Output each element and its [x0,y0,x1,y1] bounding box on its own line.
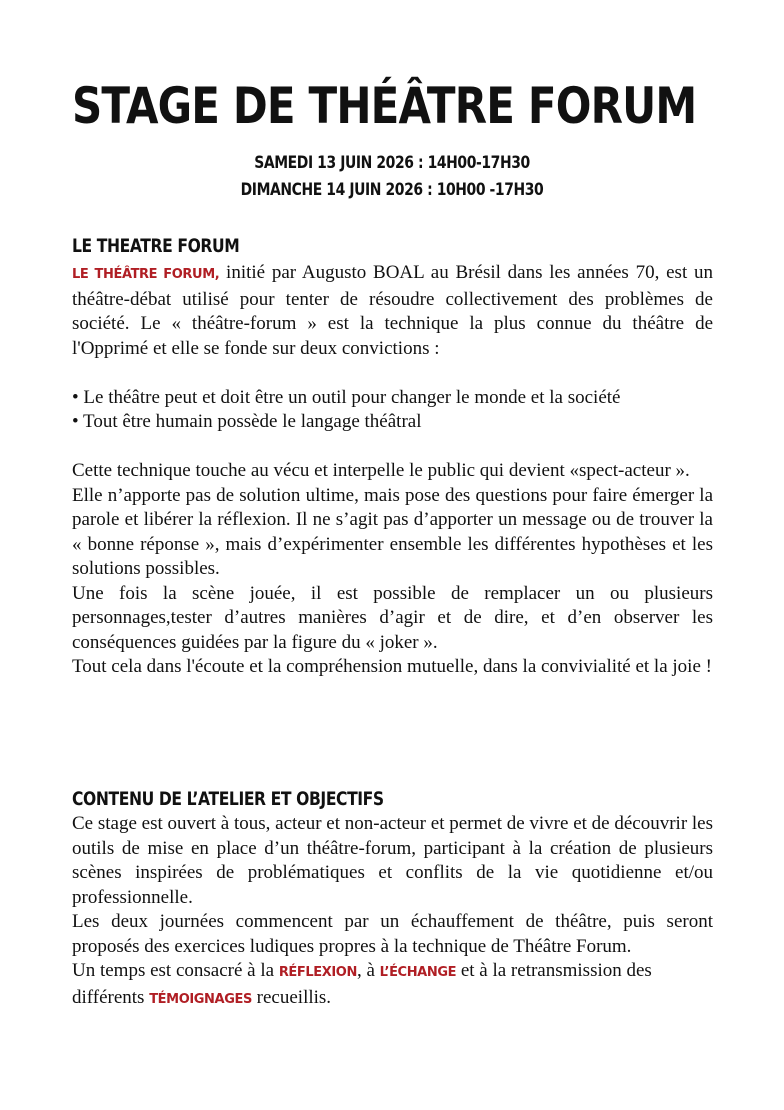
text-fragment: Un temps est consacré à la [72,960,279,981]
page-title: STAGE DE THÉÂTRE FORUM [72,77,697,135]
date-sunday: DIMANCHE 14 JUIN 2026 : 10H00 -17H30 [240,180,544,200]
section-body-contenu [72,812,713,1012]
paragraph-solution: Elle n’apporte pas de solution ultime, mais pose des questions pour faire émerger la parole et libérer la réflexion. Il ne s’agit pas d’apporter un message ou de trouver la « bonne réponse », mais d’expérimenter ensemble les différentes hypothèses et les solutions possibles. [72,484,713,579]
bullet-item-2: • Tout être humain possède le langage théâtral [72,411,422,432]
intro-paragraph [72,261,713,361]
section-heading-theatre-forum: LE THEATRE FORUM [72,235,240,257]
dates-block [0,150,784,204]
text-fragment: recueillis. [251,986,332,1008]
date-saturday: SAMEDI 13 JUIN 2026 : 14H00-17H30 [254,153,530,173]
paragraph-temps [72,959,713,1012]
bullet-item-1: • Le théâtre peut et doit être un outil pour changer le monde et la société [72,386,621,408]
paragraph-scene: Une fois la scène jouée, il est possible de remplacer un ou plusieurs personnages,tester d’autres manières d’agir et de dire, et d’en observer les conséquences guidées par la figure du « joker ». [72,582,713,653]
spacer [72,435,713,460]
intro-highlight: LE THÉÂTRE FORUM, [72,267,220,282]
text-fragment: et à la retransmission des différents [72,960,652,1008]
text-fragment: , à [356,960,380,981]
intro-text: initié par Augusto BOAL au Brésil dans les années 70, est un théâtre-débat utilisé pour tenter de résoudre collectivement des problèmes de société. Le « théâtre-forum » est la technique la plus connue du théâtre de l'Opprimé et elle se fonde sur deux convictions : [72,262,713,359]
highlight-reflexion: RÉFLEXION [278,965,357,980]
section-heading-contenu: CONTENU DE L’ATELIER ET OBJECTIFS [72,788,384,810]
highlight-echange: L’ÉCHANGE [379,965,457,980]
paragraph-stage-ouvert: Ce stage est ouvert à tous, acteur et non-acteur et permet de vivre et de découvrir les outils de mise en place d’un théâtre-forum, participant à la création de plusieurs scènes inspirées de problématiques et conflits de la vie quotidienne et/ou professionnelle. [72,813,713,908]
spacer [72,361,713,386]
paragraph-journees: Les deux journées commencent par un échauffement de théâtre, puis seront proposés des exercices ludiques propres à la technique de Théâtre Forum. [72,911,713,957]
paragraph-spect-acteur: Cette technique touche au vécu et interpelle le public qui devient «spect-acteur ». [72,460,690,481]
highlight-temoignages: TÉMOIGNAGES [149,991,252,1007]
section-body-theatre-forum [72,261,713,680]
paragraph-ecoute: Tout cela dans l'écoute et la compréhension mutuelle, dans la convivialité et la joie ! [72,656,712,677]
